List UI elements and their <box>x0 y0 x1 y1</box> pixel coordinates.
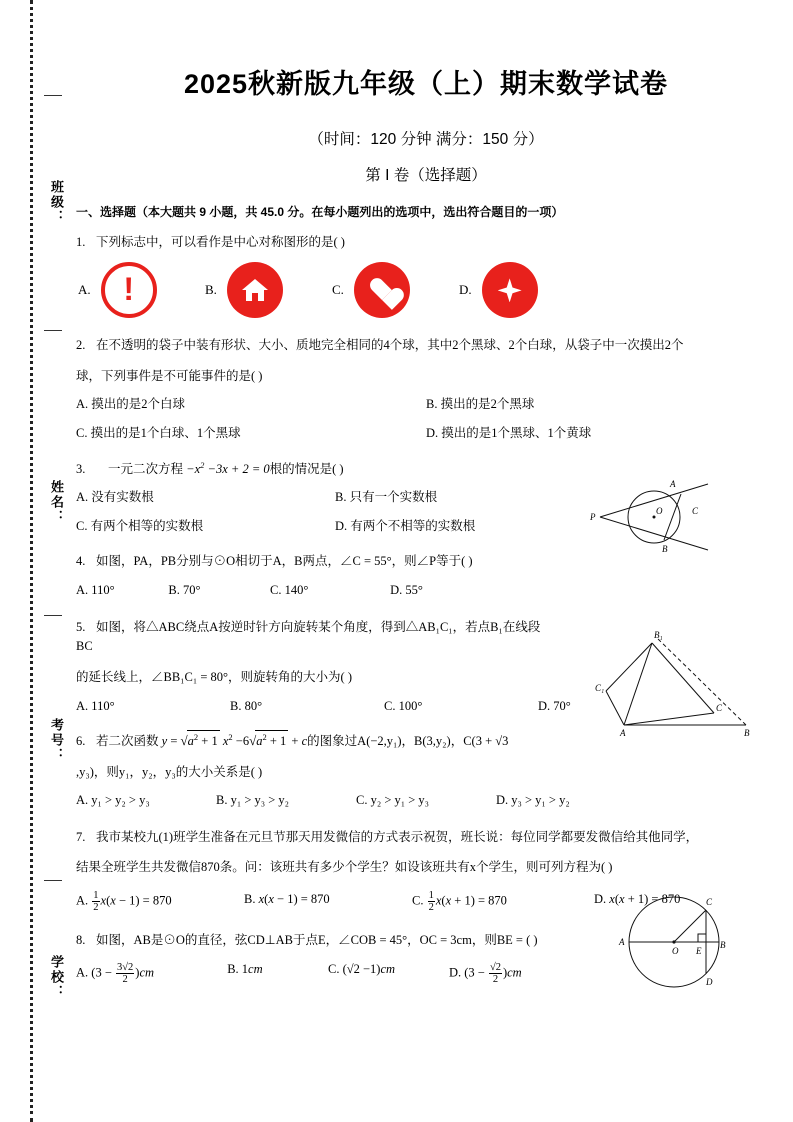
question-2-line2: 球，下列事件是不可能事件的是( ) <box>76 368 263 383</box>
question-3-text-post: 根的情况是( ) <box>269 462 344 477</box>
heart-glyph <box>369 278 395 302</box>
question-6-line2: ,y₃)，则y₁，y₂，y₃的大小关系是( ) <box>76 764 263 779</box>
option-d[interactable]: D. x(x + 1) = 870 <box>594 891 681 906</box>
option-d[interactable]: D. y₃ > y₁ > y₂ <box>496 792 570 807</box>
question-3-options-row2 <box>76 517 594 536</box>
question-4 <box>76 552 538 600</box>
svg-text:B: B <box>720 940 726 950</box>
question-2-number: 2. <box>76 338 86 353</box>
question-4-number: 4. <box>76 554 86 569</box>
question-5-number: 5. <box>76 619 86 634</box>
svg-text:A: A <box>619 937 625 947</box>
option-a[interactable]: A. 110° <box>76 582 115 597</box>
option-b-label: B. <box>205 282 217 298</box>
option-b[interactable]: B. 摸出的是2个黑球 <box>426 397 535 412</box>
question-6-equation: $y = √a^2 + 1$ $x^2 -6√a^2 + 1 + c$ <box>162 734 308 748</box>
question-6-line1-pre: 若二次函数 <box>96 734 159 749</box>
question-3-text-pre: 一元二次方程 <box>108 462 184 477</box>
question-6-line1-post: 的图象过A(−2,y₁)，B(3,y₂)，C(3 + √3 <box>307 734 509 749</box>
question-3-equation: $-x^2 -3x + 2 = 0$ <box>186 459 270 477</box>
exclamation-glyph: ! <box>123 271 134 308</box>
option-c[interactable] <box>332 262 459 318</box>
figure-circle-chord-svg <box>616 890 746 995</box>
question-6-options <box>76 793 636 808</box>
svg-text:A: A <box>670 479 676 489</box>
option-c-label: C. <box>332 282 344 298</box>
figure-rotated-triangle <box>594 625 764 745</box>
svg-text:D: D <box>706 977 713 987</box>
option-c[interactable]: C. 有两个相等的实数根 <box>76 518 204 533</box>
option-a[interactable]: A. 摸出的是2个白球 <box>76 397 186 412</box>
question-8-line1: 如图，AB是⊙O的直径，弦CD⊥AB于点E，∠COB = 45°，OC = 3cm，则BE = ( ) <box>96 932 538 947</box>
option-d-label: D. <box>459 282 472 298</box>
house-icon-svg <box>240 276 270 304</box>
side-rule <box>44 330 62 331</box>
question-1-text: 下列标志中，可以看作是中心对称图形的是( ) <box>96 235 345 249</box>
option-a[interactable]: A. (3 − $\frac{3√2}{2}$ )cm <box>76 962 155 986</box>
option-b[interactable]: B. 1cm <box>227 962 263 977</box>
question-4-text: 如图，PA，PB分别与⊙O相切于A，B两点，∠C = 55°，则∠P等于( ) <box>96 554 473 569</box>
side-rule <box>44 880 62 881</box>
side-rule <box>44 95 62 96</box>
svg-text:C: C <box>706 897 713 907</box>
exclamation-triangle-sign-icon <box>101 262 157 318</box>
question-2 <box>76 336 776 443</box>
option-c[interactable]: C. 摸出的是1个白球、1个黑球 <box>76 425 241 440</box>
question-4-options <box>76 581 538 600</box>
option-d[interactable] <box>459 262 586 318</box>
svg-text:C: C <box>716 703 723 713</box>
option-c[interactable]: C. (√2 −1)cm <box>327 962 396 977</box>
question-1 <box>76 233 776 318</box>
svg-text:E: E <box>696 946 702 956</box>
page-title: 2025秋新版九年级（上）期末数学试卷 <box>183 69 669 99</box>
option-b[interactable]: B. x(x − 1) = 870 <box>244 891 330 906</box>
side-label-name: 姓名： <box>49 480 64 525</box>
option-d[interactable]: D. (3 − $\frac{√2}{2}$ )cm <box>448 962 522 986</box>
question-6-number: 6. <box>76 734 86 749</box>
question-3-options-row1 <box>76 488 594 507</box>
option-a[interactable] <box>78 262 205 318</box>
option-a[interactable]: A. y₁ > y₂ > y₃ <box>76 792 150 807</box>
svg-text:O: O <box>672 946 679 956</box>
section-heading: 第 I 卷（选择题） <box>365 167 487 184</box>
house-sign-icon <box>227 262 283 318</box>
figure-tangent-circle-svg <box>586 470 716 565</box>
question-5-line1: 如图，将△ABC绕点A按逆时针方向旋转某个角度，得到△AB₁C₁，若点B₁在线段BC <box>76 619 541 654</box>
question-2-line1: 在不透明的袋子中装有形状、大小、质地完全相同的4个球，其中2个黑球、2个白球，从袋子中一次摸出2个 <box>96 338 684 353</box>
side-label-exam-number: 考号： <box>49 718 64 763</box>
side-label-school: 学校： <box>49 955 64 1000</box>
svg-text:A: A <box>620 728 626 738</box>
option-d[interactable]: D. 摸出的是1个黑球、1个黄球 <box>426 425 592 440</box>
question-7-line1: 我市某校九(1)班学生准备在元旦节那天用发微信的方式表示祝贺，班长说：每位同学都要发微信给其他同学， <box>96 829 699 844</box>
exam-page <box>76 0 776 1122</box>
question-2-options-row1 <box>76 395 776 414</box>
option-b[interactable]: B. 只有一个实数根 <box>335 490 438 505</box>
question-3-number: 3. <box>76 462 86 477</box>
question-1-number: 1. <box>76 235 86 249</box>
exam-meta: （时间：120 分钟 满分：150 分） <box>308 131 544 148</box>
option-c[interactable]: C. 140° <box>270 582 309 597</box>
svg-text:B: B <box>744 728 750 738</box>
svg-text:C: C <box>692 506 699 516</box>
option-d[interactable]: D. 有两个不相等的实数根 <box>335 518 476 533</box>
question-8-options <box>76 962 580 985</box>
svg-text:O: O <box>656 506 663 516</box>
option-a[interactable]: A. $\frac{1}{2}$ x(x − 1) = 870 <box>76 889 172 913</box>
diamond-glyph <box>498 278 522 302</box>
heart-sign-icon <box>354 262 410 318</box>
option-b[interactable]: B. y₁ > y₃ > y₂ <box>216 792 290 807</box>
figure-tangent-circle <box>586 470 716 565</box>
option-a[interactable]: A. 没有实数根 <box>76 490 154 505</box>
part-instruction: 一、选择题（本大题共 9 小题，共 45.0 分。在每小题列出的选项中，选出符合题目的一项） <box>76 205 564 219</box>
option-c[interactable]: C. 100° <box>384 699 423 714</box>
question-6 <box>76 730 580 782</box>
option-c[interactable]: C. $\frac{1}{2}$ x(x + 1) = 870 <box>412 889 507 913</box>
option-a-label: A. <box>78 282 91 298</box>
option-c[interactable]: C. y₂ > y₁ > y₃ <box>356 792 430 807</box>
diamond-sparkle-sign-icon <box>482 262 538 318</box>
side-label-strip <box>40 0 68 1122</box>
option-b[interactable]: B. 80° <box>230 699 263 714</box>
question-5-line2: 的延长线上，∠BB₁C₁ = 80°，则旋转角的大小为( ) <box>76 669 352 684</box>
question-8 <box>76 931 580 950</box>
question-1-options <box>76 262 776 318</box>
option-b[interactable] <box>205 262 332 318</box>
side-rule <box>44 615 62 616</box>
question-7-number: 7. <box>76 829 86 844</box>
side-label-class: 班级： <box>49 180 64 225</box>
svg-text:B: B <box>662 544 668 554</box>
question-7-line2: 结果全班学生共发微信870条。问：该班共有多少个学生？如设该班共有x个学生，则可列方程为( ) <box>76 860 613 875</box>
option-d[interactable]: D. 70° <box>538 699 571 714</box>
svg-text:P: P <box>590 512 596 522</box>
question-8-number: 8. <box>76 932 86 947</box>
question-5 <box>76 618 552 687</box>
binding-dotted-line <box>30 0 35 1122</box>
svg-text:C₁: C₁ <box>595 683 605 693</box>
figure-rotated-triangle-svg <box>594 625 764 745</box>
option-d[interactable]: D. 55° <box>390 582 423 597</box>
figure-circle-chord <box>616 890 746 995</box>
option-b[interactable]: B. 70° <box>168 582 201 597</box>
question-2-options-row2 <box>76 424 776 443</box>
option-a[interactable]: A. 110° <box>76 699 115 714</box>
svg-text:B₁: B₁ <box>654 630 663 640</box>
